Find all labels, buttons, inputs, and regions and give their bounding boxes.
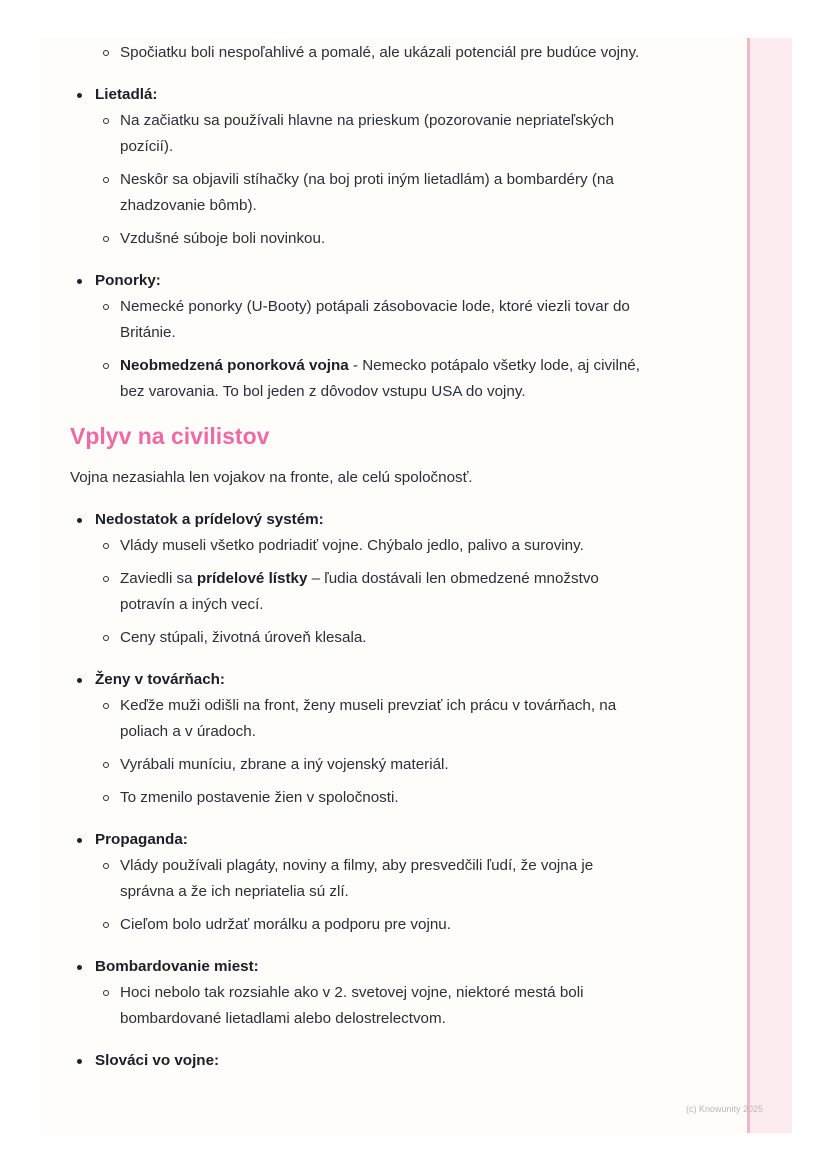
sub-list (95, 108, 640, 252)
sub-list-item: Nemecké ponorky (U-Booty) potápali zásobovacie lode, ktoré viezli tovar do Británie. (95, 294, 640, 346)
item-label: Bombardovanie miest: (95, 958, 259, 975)
sub-list-item: Hoci nebolo tak rozsiahle ako v 2. svetovej vojne, niektoré mestá boli bombardované lietadlami alebo delostrelectvom. (95, 980, 640, 1032)
top-continuation-list (70, 40, 640, 66)
sub-list (95, 693, 640, 811)
sub-list (95, 853, 640, 938)
item-label: Ponorky: (95, 272, 161, 289)
list-item-bombardovanie (70, 954, 640, 1032)
text-segment: – ľudia dostávali len obmedzené množstvo potravín a iných vecí. (120, 570, 599, 613)
sub-list-item: Vzdušné súboje boli novinkou. (95, 226, 640, 252)
item-label: Nedostatok a prídelový systém: (95, 511, 324, 528)
sub-list (95, 294, 640, 405)
item-label: Lietadlá: (95, 86, 158, 103)
sub-list-item: Keďže muži odišli na front, ženy museli prevziať ich prácu v továrňach, na poliach a v úradoch. (95, 693, 640, 745)
sub-list-item (95, 566, 640, 618)
side-margin-line (747, 38, 750, 1133)
list-item-slovaci (70, 1048, 640, 1074)
sub-list-item: Vlády používali plagáty, noviny a filmy, aby presvedčili ľudí, že vojna je správna a že ich nepriatelia sú zlí. (95, 853, 640, 905)
side-margin-band (748, 38, 792, 1133)
item-label: Slováci vo vojne: (95, 1052, 220, 1069)
list-item-pridelovy-system (70, 507, 640, 651)
sub-list-item: Ceny stúpali, životná úroveň klesala. (95, 625, 640, 651)
list-item-ponorky (70, 268, 640, 405)
list-item-lietadla (70, 82, 640, 252)
copyright-footer: (c) Knowunity 2025 (686, 1104, 764, 1114)
list-item-zeny (70, 667, 640, 811)
section1-list (70, 82, 640, 405)
section2-list (70, 507, 640, 1074)
section-intro: Vojna nezasiahla len vojakov na fronte, ale celú spoločnosť. (70, 469, 473, 486)
bold-term: prídelové lístky (196, 570, 308, 587)
text-segment: Zaviedli sa (120, 570, 197, 587)
sub-list (95, 980, 640, 1032)
list-item-propaganda (70, 827, 640, 938)
sub-list-item (95, 353, 640, 405)
item-label: Ženy v továrňach: (95, 671, 225, 688)
sub-list-item: Cieľom bolo udržať morálku a podporu pre vojnu. (95, 912, 640, 938)
document-content (70, 40, 640, 1090)
term-description: - Nemecko potápalo všetky lode, aj civilné, bez varovania. To bol jeden z dôvodov vstupu USA do vojny. (120, 357, 640, 400)
sub-list-item: Na začiatku sa používali hlavne na prieskum (pozorovanie nepriateľských pozícií). (95, 108, 640, 160)
bold-term: Neobmedzená ponorková vojna (120, 357, 349, 374)
section-heading: Vplyv na civilistov (70, 423, 270, 449)
list-item (70, 40, 640, 66)
sub-list-item: Vyrábali muníciu, zbrane a iný vojenský materiál. (95, 752, 640, 778)
sub-list-item: Spočiatku boli nespoľahlivé a pomalé, ale ukázali potenciál pre budúce vojny. (95, 40, 640, 66)
sub-list-item: To zmenilo postavenie žien v spoločnosti. (95, 785, 640, 811)
sub-list (95, 40, 640, 66)
sub-list-item: Neskôr sa objavili stíhačky (na boj proti iným lietadlám) a bombardéry (na zhadzovanie bômb). (95, 167, 640, 219)
sub-list-item: Vlády museli všetko podriadiť vojne. Chýbalo jedlo, palivo a suroviny. (95, 533, 640, 559)
item-label: Propaganda: (95, 831, 188, 848)
sub-list (95, 533, 640, 651)
